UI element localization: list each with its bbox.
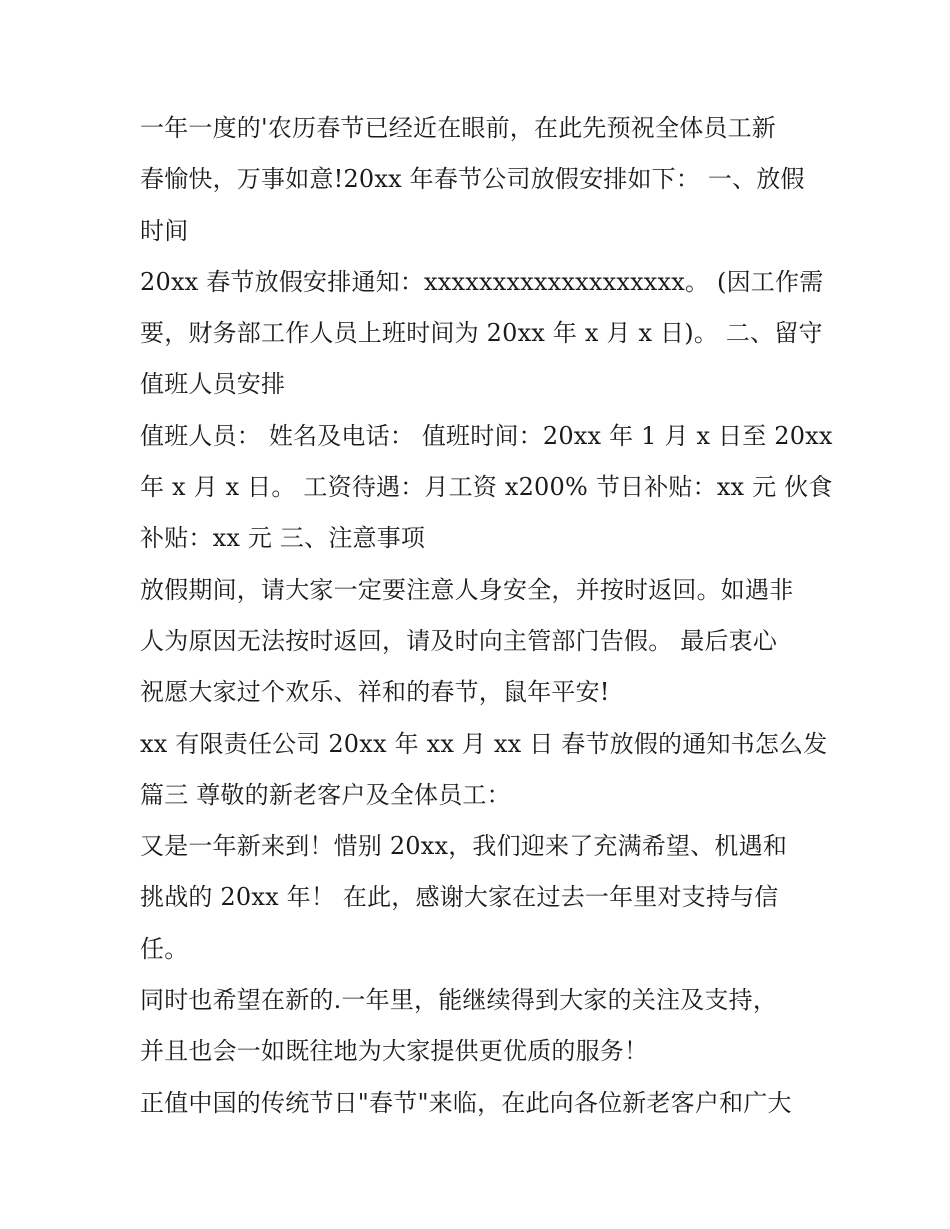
text-line: 年 x 月 x 日。 工资待遇：月工资 x200% 节日补贴：xx 元 伙食: [140, 473, 833, 502]
text-line: 人为原因无法按时返回，请及时向主管部门告假。 最后衷心: [140, 626, 778, 655]
text-line: 值班人员： 姓名及电话： 值班时间：20xx 年 1 月 x 日至 20xx: [140, 421, 833, 450]
text-line: 祝愿大家过个欢乐、祥和的春节，鼠年平安!: [140, 678, 610, 707]
text-line: 20xx 春节放假安排通知：xxxxxxxxxxxxxxxxxxx。 (因工作需: [140, 267, 824, 296]
text-line: 正值中国的传统节日"春节"来临，在此向各位新老客户和广大: [140, 1088, 792, 1117]
text-line: 任。: [140, 934, 189, 963]
text-line: 挑战的 20xx 年！ 在此，感谢大家在过去一年里对支持与信: [140, 883, 779, 912]
text-line: 篇三 尊敬的新老客户及全体员工：: [140, 780, 511, 809]
text-line: 春愉快，万事如意!20xx 年春节公司放假安排如下： 一、放假: [140, 165, 805, 194]
text-line: 并且也会一如既往地为大家提供更优质的服务！: [140, 1037, 649, 1066]
text-line: 值班人员安排: [140, 370, 286, 399]
text-line: 要，财务部工作人员上班时间为 20xx 年 x 月 x 日)。 二、留守: [140, 319, 823, 348]
text-line: 又是一年新来到！惜别 20xx，我们迎来了充满希望、机遇和: [140, 832, 788, 861]
text-line: xx 有限责任公司 20xx 年 xx 月 xx 日 春节放假的通知书怎么发: [140, 729, 828, 758]
text-line: 同时也希望在新的.一年里，能继续得到大家的关注及支持，: [140, 986, 778, 1015]
text-line: 时间: [140, 216, 189, 245]
text-line: 补贴：xx 元 三、注意事项: [140, 524, 426, 553]
text-line: 一年一度的'农历春节已经近在眼前，在此先预祝全体员工新: [140, 114, 776, 142]
text-line: 放假期间，请大家一定要注意人身安全，并按时返回。如遇非: [140, 575, 794, 604]
document-body: [140, 103, 833, 1129]
